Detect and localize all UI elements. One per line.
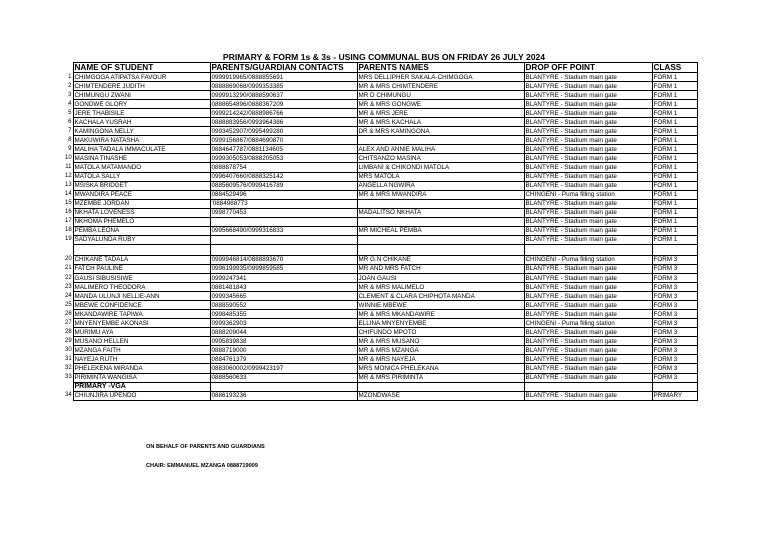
class-cell: FORM 3 [652, 364, 697, 373]
section-row-primary [64, 382, 697, 391]
row-number [64, 382, 73, 391]
parent-names: ELLINA MNYENYEMBE [357, 319, 524, 328]
table-row [64, 292, 697, 301]
table-row [64, 118, 697, 127]
parent-names: MR & MRS CHIMTENDERE [357, 82, 524, 91]
class-cell: FORM 3 [652, 319, 697, 328]
class-cell: FORM 1 [652, 136, 697, 145]
table-row [64, 373, 697, 382]
table-row [64, 172, 697, 181]
drop-off-point: BLANTYRE - Stadium main gate [524, 226, 652, 235]
class-cell: FORM 1 [652, 163, 697, 172]
student-name: PHELEKENA MIRANDA [73, 364, 210, 373]
row-number: 7 [68, 127, 72, 134]
table-row [64, 283, 697, 292]
guardian-contacts: 0993452907/0995499280 [210, 127, 357, 136]
parent-names: MR & MRS MKANDAWIRE [357, 310, 524, 319]
drop-off-point: BLANTYRE - Stadium main gate [524, 217, 652, 226]
student-name [73, 244, 210, 255]
drop-off-point: BLANTYRE - Stadium main gate [524, 391, 652, 400]
guardian-contacts: 0999156867/0884690870 [210, 136, 357, 145]
student-name: MUSANO HELLEN [73, 337, 210, 346]
student-name: MZANGA FAITH [73, 346, 210, 355]
parent-names: MR & MRS PIRIMINTA [357, 373, 524, 382]
drop-off-point: BLANTYRE - Stadium main gate [524, 73, 652, 82]
header-class: CLASS [652, 63, 697, 73]
drop-off-point: BLANTYRE - Stadium main gate [524, 301, 652, 310]
guardian-contacts: 0999946814/0888893670 [210, 255, 357, 264]
row-number: 14 [65, 191, 72, 198]
guardian-contacts: 0881481843 [210, 283, 357, 292]
class-cell: FORM 1 [652, 208, 697, 217]
parent-names: ANGELLA NGWIRA [357, 181, 524, 190]
table-row [64, 337, 697, 346]
row-number: 15 [65, 200, 72, 207]
guardian-contacts: 0999305053/0888205053 [210, 154, 357, 163]
table-row [64, 301, 697, 310]
table-row [64, 73, 697, 82]
class-cell: FORM 3 [652, 283, 697, 292]
guardian-contacts [210, 235, 357, 244]
row-number: 6 [68, 118, 72, 125]
parent-names [357, 136, 524, 145]
parent-names: MRS DELLIPHER SAKALA-CHIMGOGA [357, 73, 524, 82]
table-row [64, 273, 697, 282]
parent-names: MR & MRS MALIMELO [357, 283, 524, 292]
row-number: 13 [65, 182, 72, 189]
guardian-contacts: 0999919965/0888855691 [210, 73, 357, 82]
guardian-contacts: 0996199935/0999859585 [210, 264, 357, 273]
table-row [64, 208, 697, 217]
parent-names: CHIFUNDO MPOTO [357, 328, 524, 337]
row-number: 9 [68, 145, 72, 152]
guardian-contacts: 0999247341 [210, 273, 357, 282]
table-row [64, 255, 697, 264]
parent-names: MR & MRS MUSANO [357, 337, 524, 346]
drop-off-point: BLANTYRE - Stadium main gate [524, 264, 652, 273]
drop-off-point: BLANTYRE - Stadium main gate [524, 328, 652, 337]
student-name: KAMINGONA NELLY [73, 127, 210, 136]
class-cell: FORM 1 [652, 217, 697, 226]
student-table-body [64, 63, 697, 401]
drop-off-point: BLANTYRE - Stadium main gate [524, 337, 652, 346]
student-name: JERE THABISILE [73, 109, 210, 118]
student-name: MAKUWIRA NATASHA [73, 136, 210, 145]
student-name: MWANDIRA PEACE [73, 190, 210, 199]
row-number: 8 [68, 136, 72, 143]
parent-names: MADALITSO NKHATA [357, 208, 524, 217]
parent-names: MR & MRS MZANGA [357, 346, 524, 355]
class-cell: FORM 3 [652, 292, 697, 301]
parent-names: ALEX AND ANNIE MALIHA [357, 145, 524, 154]
table-row [64, 91, 697, 100]
table-row [64, 310, 697, 319]
drop-off-point: BLANTYRE - Stadium main gate [524, 355, 652, 364]
drop-off-point: BLANTYRE - Stadium main gate [524, 100, 652, 109]
student-name: KACHALA YUSRAH [73, 118, 210, 127]
guardian-contacts: 0884761379 [210, 355, 357, 364]
row-number: 26 [65, 310, 72, 317]
parent-names [357, 217, 524, 226]
student-name: MNYENYEMBE AKONASI [73, 319, 210, 328]
guardian-contacts: 0888654896/0888367209 [210, 100, 357, 109]
class-cell: FORM 3 [652, 337, 697, 346]
table-row [64, 154, 697, 163]
row-number: 3 [68, 91, 72, 98]
table-row [64, 181, 697, 190]
student-name: MURIMU AYA [73, 328, 210, 337]
row-number: 34 [65, 392, 72, 399]
guardian-contacts: 0999362903 [210, 319, 357, 328]
drop-off-point [524, 244, 652, 255]
class-cell: FORM 1 [652, 127, 697, 136]
drop-off-point: BLANTYRE - Stadium main gate [524, 91, 652, 100]
parent-names: MRS MATOLA [357, 172, 524, 181]
table-row [64, 364, 697, 373]
table-row [64, 235, 697, 244]
student-name: MALIHA TADALA IMMACULATE [73, 145, 210, 154]
drop-off-point: BLANTYRE - Stadium main gate [524, 235, 652, 244]
row-number: 28 [65, 328, 72, 335]
row-number: 16 [65, 209, 72, 216]
empty-cell [524, 382, 652, 391]
table-row [64, 319, 697, 328]
student-name: MSISKA BRIDGET [73, 181, 210, 190]
parent-names: MRS MONICA PHELEKANA [357, 364, 524, 373]
class-cell: FORM 1 [652, 190, 697, 199]
footer-line-2: CHAIR: EMMANUEL MZANGA 0888719009 [146, 463, 258, 469]
class-cell: FORM 3 [652, 301, 697, 310]
row-number: 30 [65, 346, 72, 353]
row-number: 5 [68, 109, 72, 116]
drop-off-point: BLANTYRE - Stadium main gate [524, 109, 652, 118]
drop-off-point: CHINGENI - Puma filling station [524, 319, 652, 328]
student-name: GONDWE GLORY [73, 100, 210, 109]
drop-off-point: BLANTYRE - Stadium main gate [524, 310, 652, 319]
drop-off-point: BLANTYRE - Stadium main gate [524, 145, 652, 154]
parent-names: MR & MRS GONGWE [357, 100, 524, 109]
student-name: FATCH PAULINE [73, 264, 210, 273]
section-label: PRIMARY -VGA [73, 382, 210, 391]
row-number: 19 [65, 236, 72, 243]
class-cell: FORM 1 [652, 181, 697, 190]
table-header-row [64, 63, 697, 73]
class-cell: FORM 1 [652, 73, 697, 82]
class-cell: PRIMARY [652, 391, 697, 400]
row-number: 20 [65, 256, 72, 263]
row-number: 10 [65, 154, 72, 161]
table-row [64, 391, 697, 400]
class-cell: FORM 3 [652, 255, 697, 264]
row-number: 32 [65, 364, 72, 371]
parent-names: MR & MRS JERE [357, 109, 524, 118]
guardian-contacts: 0888869068/0999353385 [210, 82, 357, 91]
drop-off-point: BLANTYRE - Stadium main gate [524, 273, 652, 282]
table-row [64, 328, 697, 337]
student-name: SADYALUNDA RUBY [73, 235, 210, 244]
student-name: CHIKANE TADALA [73, 255, 210, 264]
class-cell: FORM 1 [652, 226, 697, 235]
row-number: 4 [68, 100, 72, 107]
student-name: MZEMBE JORDAN [73, 199, 210, 208]
row-number: 1 [68, 73, 72, 80]
parent-names: MR G.N CHIKANE [357, 255, 524, 264]
drop-off-point: BLANTYRE - Stadium main gate [524, 127, 652, 136]
drop-off-point: BLANTYRE - Stadium main gate [524, 163, 652, 172]
parent-names: CHITSANZO MASINA [357, 154, 524, 163]
drop-off-point: BLANTYRE - Stadium main gate [524, 136, 652, 145]
student-name: CHIUNJIRA UPENDO [73, 391, 210, 400]
class-cell: FORM 3 [652, 264, 697, 273]
header-parents: PARENTS NAMES [357, 63, 524, 73]
table-row [64, 136, 697, 145]
class-cell: FORM 3 [652, 355, 697, 364]
drop-off-point: BLANTYRE - Stadium main gate [524, 346, 652, 355]
class-cell: FORM 1 [652, 109, 697, 118]
guardian-contacts: 0888719000 [210, 346, 357, 355]
footer-line-1: ON BEHALF OF PARENTS AND GUARDIANS [146, 444, 265, 450]
drop-off-point: CHINGENI - Puma filling station [524, 255, 652, 264]
student-name: PEMBA LEONA [73, 226, 210, 235]
student-name: MBEWE CONFIDENCE [73, 301, 210, 310]
class-cell: FORM 1 [652, 199, 697, 208]
empty-cell [210, 382, 357, 391]
student-name: NKHOMA PHEMELO [73, 217, 210, 226]
row-number: 11 [65, 163, 72, 170]
class-cell: FORM 1 [652, 82, 697, 91]
guardian-contacts: 0884647787/0881134605 [210, 145, 357, 154]
guardian-contacts: 0998770453 [210, 208, 357, 217]
row-number: 18 [65, 227, 72, 234]
parent-names: MR & MRS NAYEJA [357, 355, 524, 364]
header-name: NAME OF STUDENT [73, 63, 210, 73]
drop-off-point: BLANTYRE - Stadium main gate [524, 292, 652, 301]
student-name: MATOLA SALLY [73, 172, 210, 181]
row-number: 12 [65, 173, 72, 180]
student-name: MANDA ULUNJI NELLIE-ANN [73, 292, 210, 301]
class-cell: FORM 1 [652, 154, 697, 163]
parent-names: CLEMENT & CLARA CHIPHOTA MANDA [357, 292, 524, 301]
student-name: GAUSI SIBUSISIWE [73, 273, 210, 282]
guardian-contacts: 0886193236 [210, 391, 357, 400]
student-table [64, 62, 698, 401]
drop-off-point: BLANTYRE - Stadium main gate [524, 373, 652, 382]
table-row [64, 199, 697, 208]
guardian-contacts: 0996407660/0888325142 [210, 172, 357, 181]
table-row [64, 346, 697, 355]
row-number: 22 [65, 274, 72, 281]
guardian-contacts: 0885609576/0999416789 [210, 181, 357, 190]
class-cell: FORM 1 [652, 145, 697, 154]
guardian-contacts: 0888590552 [210, 301, 357, 310]
empty-cell [652, 382, 697, 391]
row-number: 29 [65, 337, 72, 344]
row-number: 23 [65, 283, 72, 290]
header-contacts: PARENTS/GUARDIAN CONTACTS [210, 63, 357, 73]
header-index-cell [64, 63, 73, 73]
table-row [64, 226, 697, 235]
parent-names [357, 244, 524, 255]
table-row [64, 264, 697, 273]
guardian-contacts: 0999913290/0888590637 [210, 91, 357, 100]
guardian-contacts: 0995839838 [210, 337, 357, 346]
student-name: NKHATA LOVENESS [73, 208, 210, 217]
guardian-contacts: 0999214242/0888986766 [210, 109, 357, 118]
student-name: MALIMERO THEODORA [73, 283, 210, 292]
row-number: 25 [65, 301, 72, 308]
drop-off-point: BLANTYRE - Stadium main gate [524, 181, 652, 190]
row-number: 24 [65, 292, 72, 299]
row-number: 31 [65, 355, 72, 362]
table-row [64, 82, 697, 91]
table-row [64, 163, 697, 172]
guardian-contacts [210, 244, 357, 255]
parent-names: MR & MRS MWANDIRA [357, 190, 524, 199]
student-name: MKANDAWIRE TAPIWA [73, 310, 210, 319]
empty-cell [357, 382, 524, 391]
guardian-contacts: 0888560633 [210, 373, 357, 382]
parent-names: DR & MRS KAMINGONA [357, 127, 524, 136]
drop-off-point: BLANTYRE - Stadium main gate [524, 82, 652, 91]
student-name: CHIMTENDERE JUDITH [73, 82, 210, 91]
row-number: 33 [65, 374, 72, 381]
parent-names [357, 235, 524, 244]
class-cell: FORM 3 [652, 373, 697, 382]
parent-names [357, 199, 524, 208]
guardian-contacts: 0888209044 [210, 328, 357, 337]
guardian-contacts: 0995668490/0999316833 [210, 226, 357, 235]
class-cell: FORM 3 [652, 328, 697, 337]
parent-names: LIMBANI & CHIKONDI MATOLA [357, 163, 524, 172]
table-row [64, 145, 697, 154]
drop-off-point: CHINGENI - Puma filling station [524, 190, 652, 199]
table-row [64, 190, 697, 199]
class-cell: FORM 3 [652, 310, 697, 319]
row-number: 2 [68, 82, 72, 89]
guardian-contacts [210, 217, 357, 226]
guardian-contacts: 0999345665 [210, 292, 357, 301]
parent-names: MR MICHEAL PEMBA [357, 226, 524, 235]
class-cell: FORM 1 [652, 100, 697, 109]
guardian-contacts: 0998485355 [210, 310, 357, 319]
class-cell: FORM 1 [652, 118, 697, 127]
table-row [64, 217, 697, 226]
table-row [64, 109, 697, 118]
student-name: CHIMUNGU ZWANI [73, 91, 210, 100]
parent-names: WINNIE MBEWE [357, 301, 524, 310]
document-title: PRIMARY & FORM 1s & 3s - USING COMMUNAL BUS ON FRIDAY 26 JULY 2024 [222, 52, 546, 62]
parent-names: MR AND MRS FATCH [357, 264, 524, 273]
guardian-contacts: 0888883956/0993964386 [210, 118, 357, 127]
row-number [64, 244, 73, 255]
guardian-contacts: 0884529496 [210, 190, 357, 199]
parent-names: JOAN GAUSI [357, 273, 524, 282]
guardian-contacts: 0883060002/0999423197 [210, 364, 357, 373]
row-number: 27 [65, 319, 72, 326]
drop-off-point: BLANTYRE - Stadium main gate [524, 199, 652, 208]
class-cell: FORM 1 [652, 91, 697, 100]
parent-names: MR & MRS KACHALA [357, 118, 524, 127]
table-row [64, 100, 697, 109]
parent-names: MZONDWASE [357, 391, 524, 400]
drop-off-point: BLANTYRE - Stadium main gate [524, 283, 652, 292]
parent-names: MR D CHIMUNGU [357, 91, 524, 100]
class-cell [652, 244, 697, 255]
student-name: PIRIMINTA WANGISA [73, 373, 210, 382]
drop-off-point: BLANTYRE - Stadium main gate [524, 208, 652, 217]
student-name: CHIMGOGA ATIPATSA FAVOUR [73, 73, 210, 82]
drop-off-point: BLANTYRE - Stadium main gate [524, 364, 652, 373]
table-row [64, 127, 697, 136]
guardian-contacts: 0888878754 [210, 163, 357, 172]
drop-off-point: BLANTYRE - Stadium main gate [524, 118, 652, 127]
class-cell: FORM 1 [652, 235, 697, 244]
row-number: 21 [65, 265, 72, 272]
class-cell: FORM 3 [652, 273, 697, 282]
drop-off-point: BLANTYRE - Stadium main gate [524, 154, 652, 163]
student-name: NAYEJA RUTH [73, 355, 210, 364]
table-row [64, 355, 697, 364]
header-drop-off: DROP OFF POINT [524, 63, 652, 73]
row-number: 17 [65, 218, 72, 225]
student-name: MATOLA MATAMANDO [73, 163, 210, 172]
class-cell: FORM 3 [652, 346, 697, 355]
guardian-contacts: '0884988773 [210, 199, 357, 208]
class-cell: FORM 1 [652, 172, 697, 181]
student-name: MASINA TINASHE [73, 154, 210, 163]
drop-off-point: BLANTYRE - Stadium main gate [524, 172, 652, 181]
table-row [64, 244, 697, 255]
